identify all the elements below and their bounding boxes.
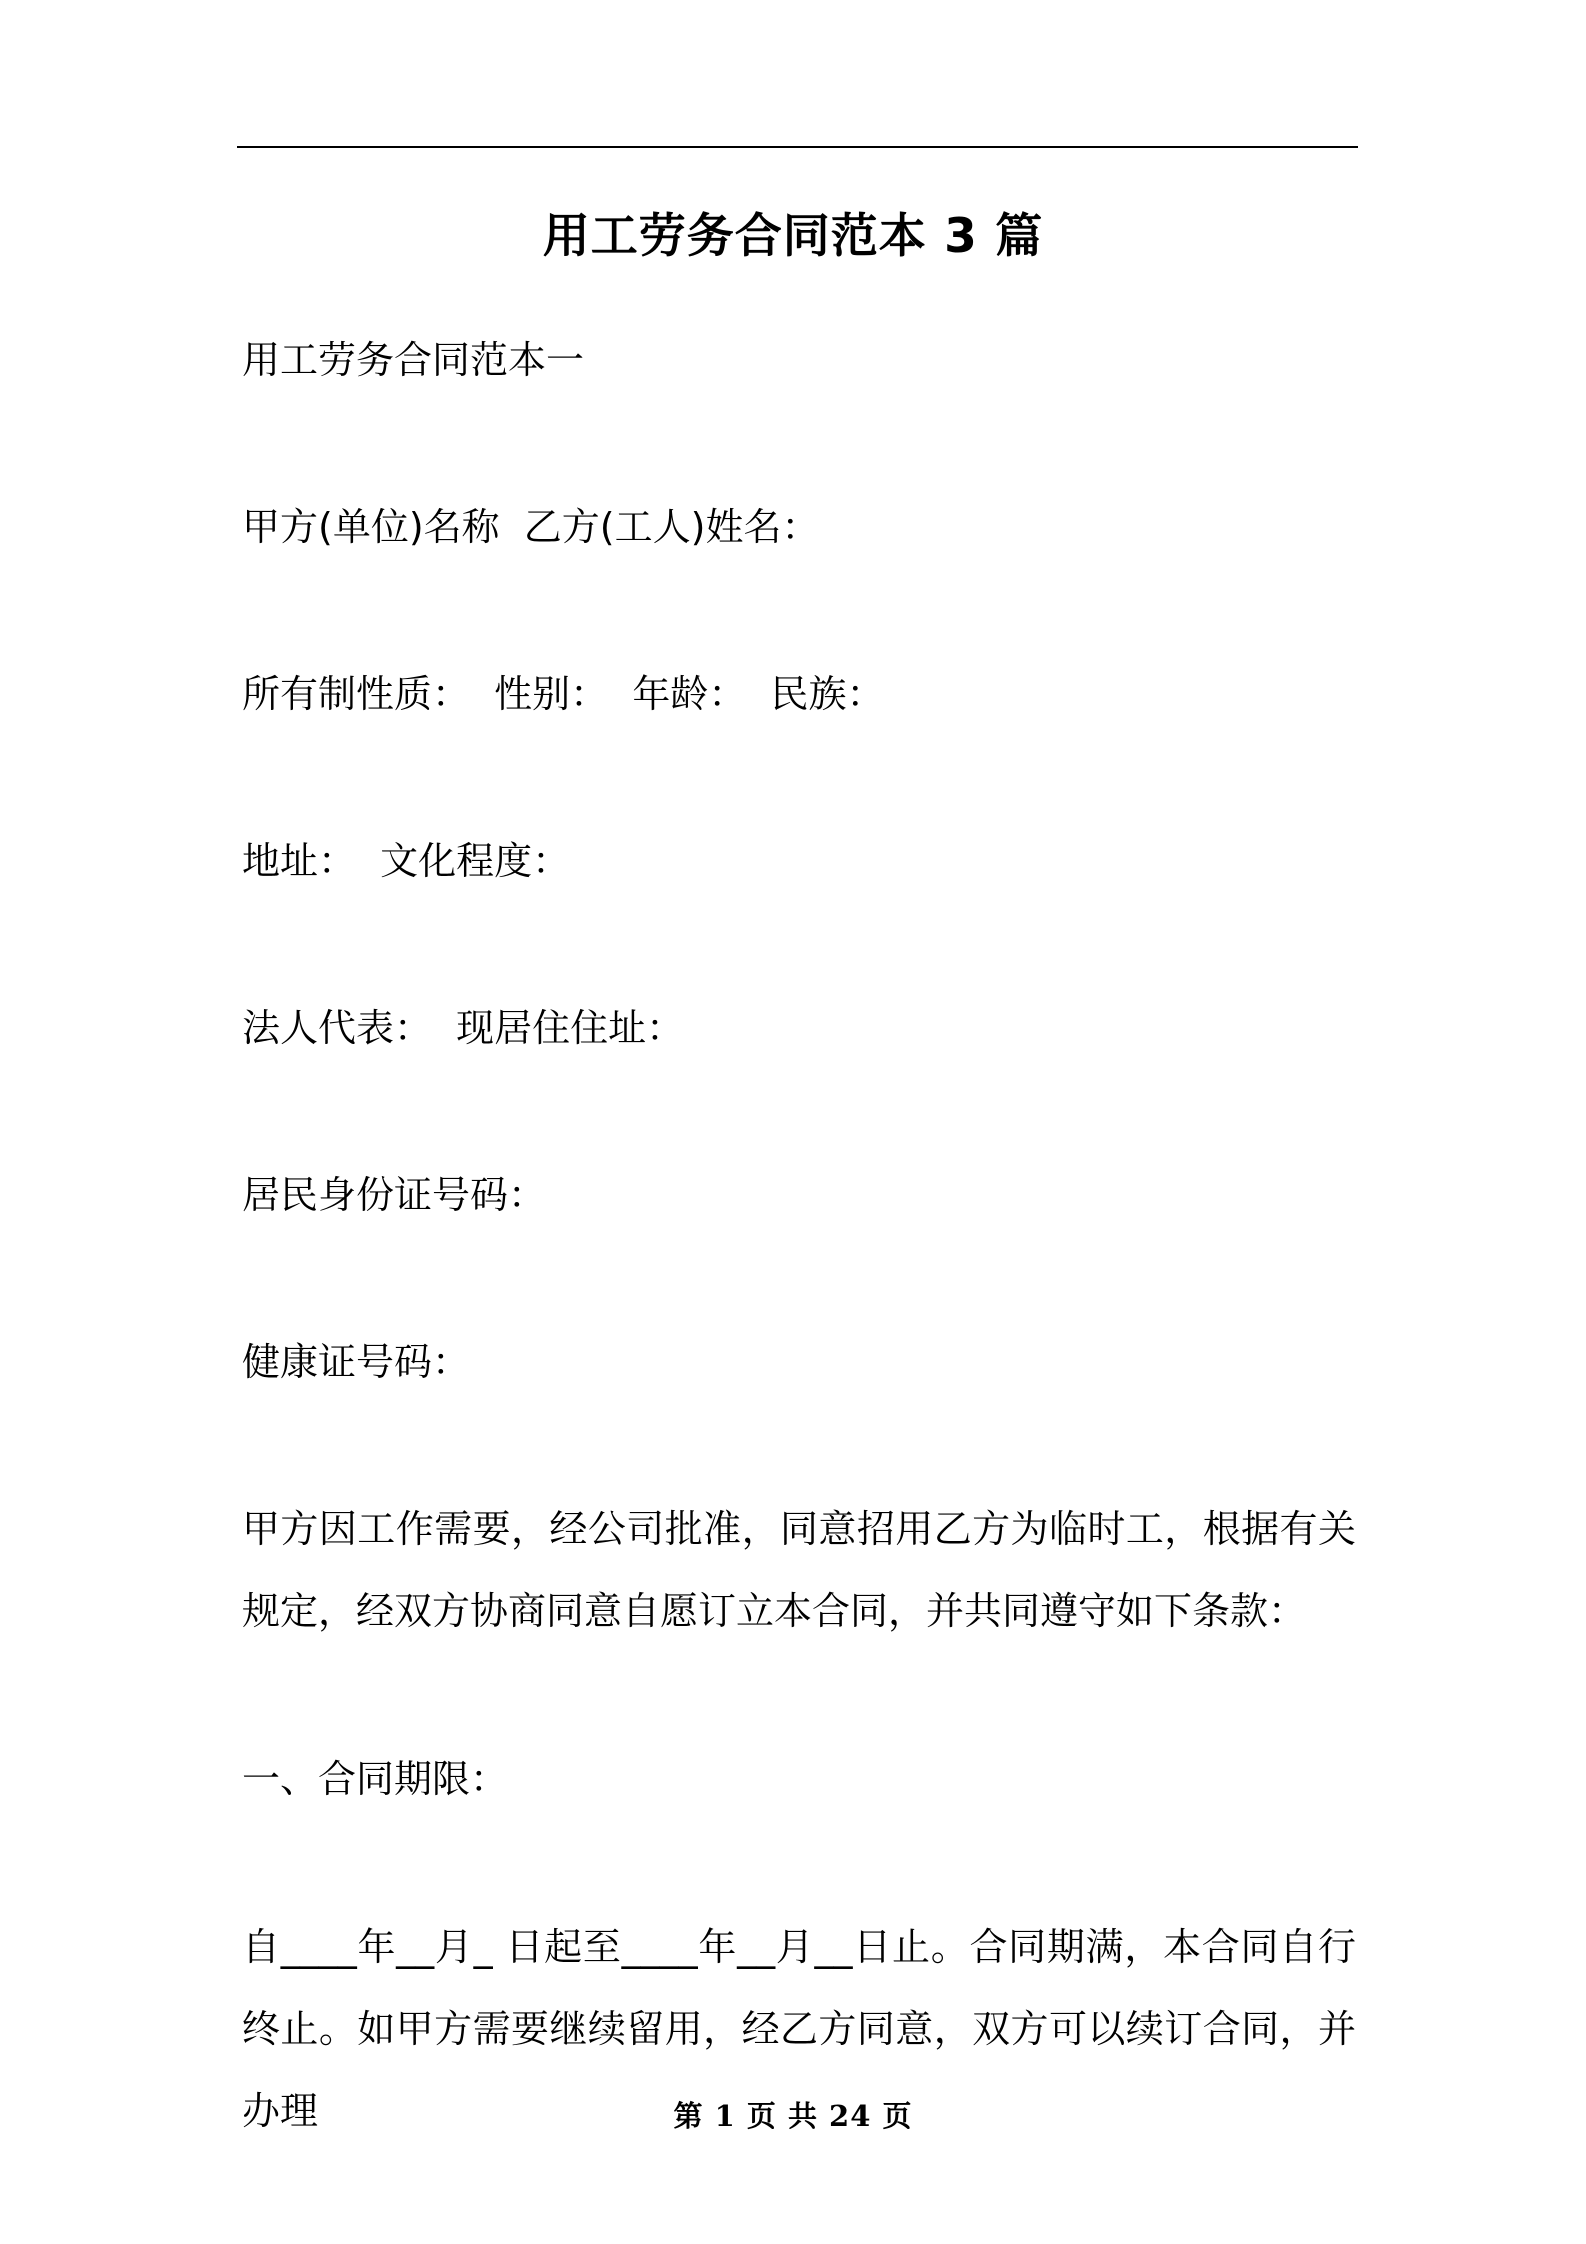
clause-heading-term: 一、合同期限：: [242, 1757, 509, 1801]
page-number-footer: 第 1 页 共 24 页: [673, 2099, 913, 2133]
party-names-line: 甲方(单位)名称 乙方(工人)姓名：: [242, 505, 820, 549]
header-rule: [237, 146, 1358, 148]
address-education-line: 地址： 文化程度：: [242, 839, 571, 883]
document-title: 用工劳务合同范本 3 篇: [542, 209, 1044, 264]
health-cert-line: 健康证号码：: [242, 1340, 471, 1384]
term-paragraph: 自____年__月_ 日起至____年__月__日止。合同期满，本合同自行终止。如甲方需要继续留用，经乙方同意，双方可以续订合同，并办理: [242, 1925, 1356, 2133]
legal-rep-residence-line: 法人代表： 现居住住址：: [242, 1006, 685, 1050]
id-number-line: 居民身份证号码：: [242, 1173, 547, 1217]
ownership-gender-age-line: 所有制性质： 性别： 年龄： 民族：: [242, 672, 885, 716]
preamble-paragraph: 甲方因工作需要，经公司批准，同意招用乙方为临时工，根据有关规定，经双方协商同意自愿订立本合同，并共同遵守如下条款：: [242, 1507, 1356, 1633]
section-heading: 用工劳务合同范本一: [242, 338, 585, 382]
